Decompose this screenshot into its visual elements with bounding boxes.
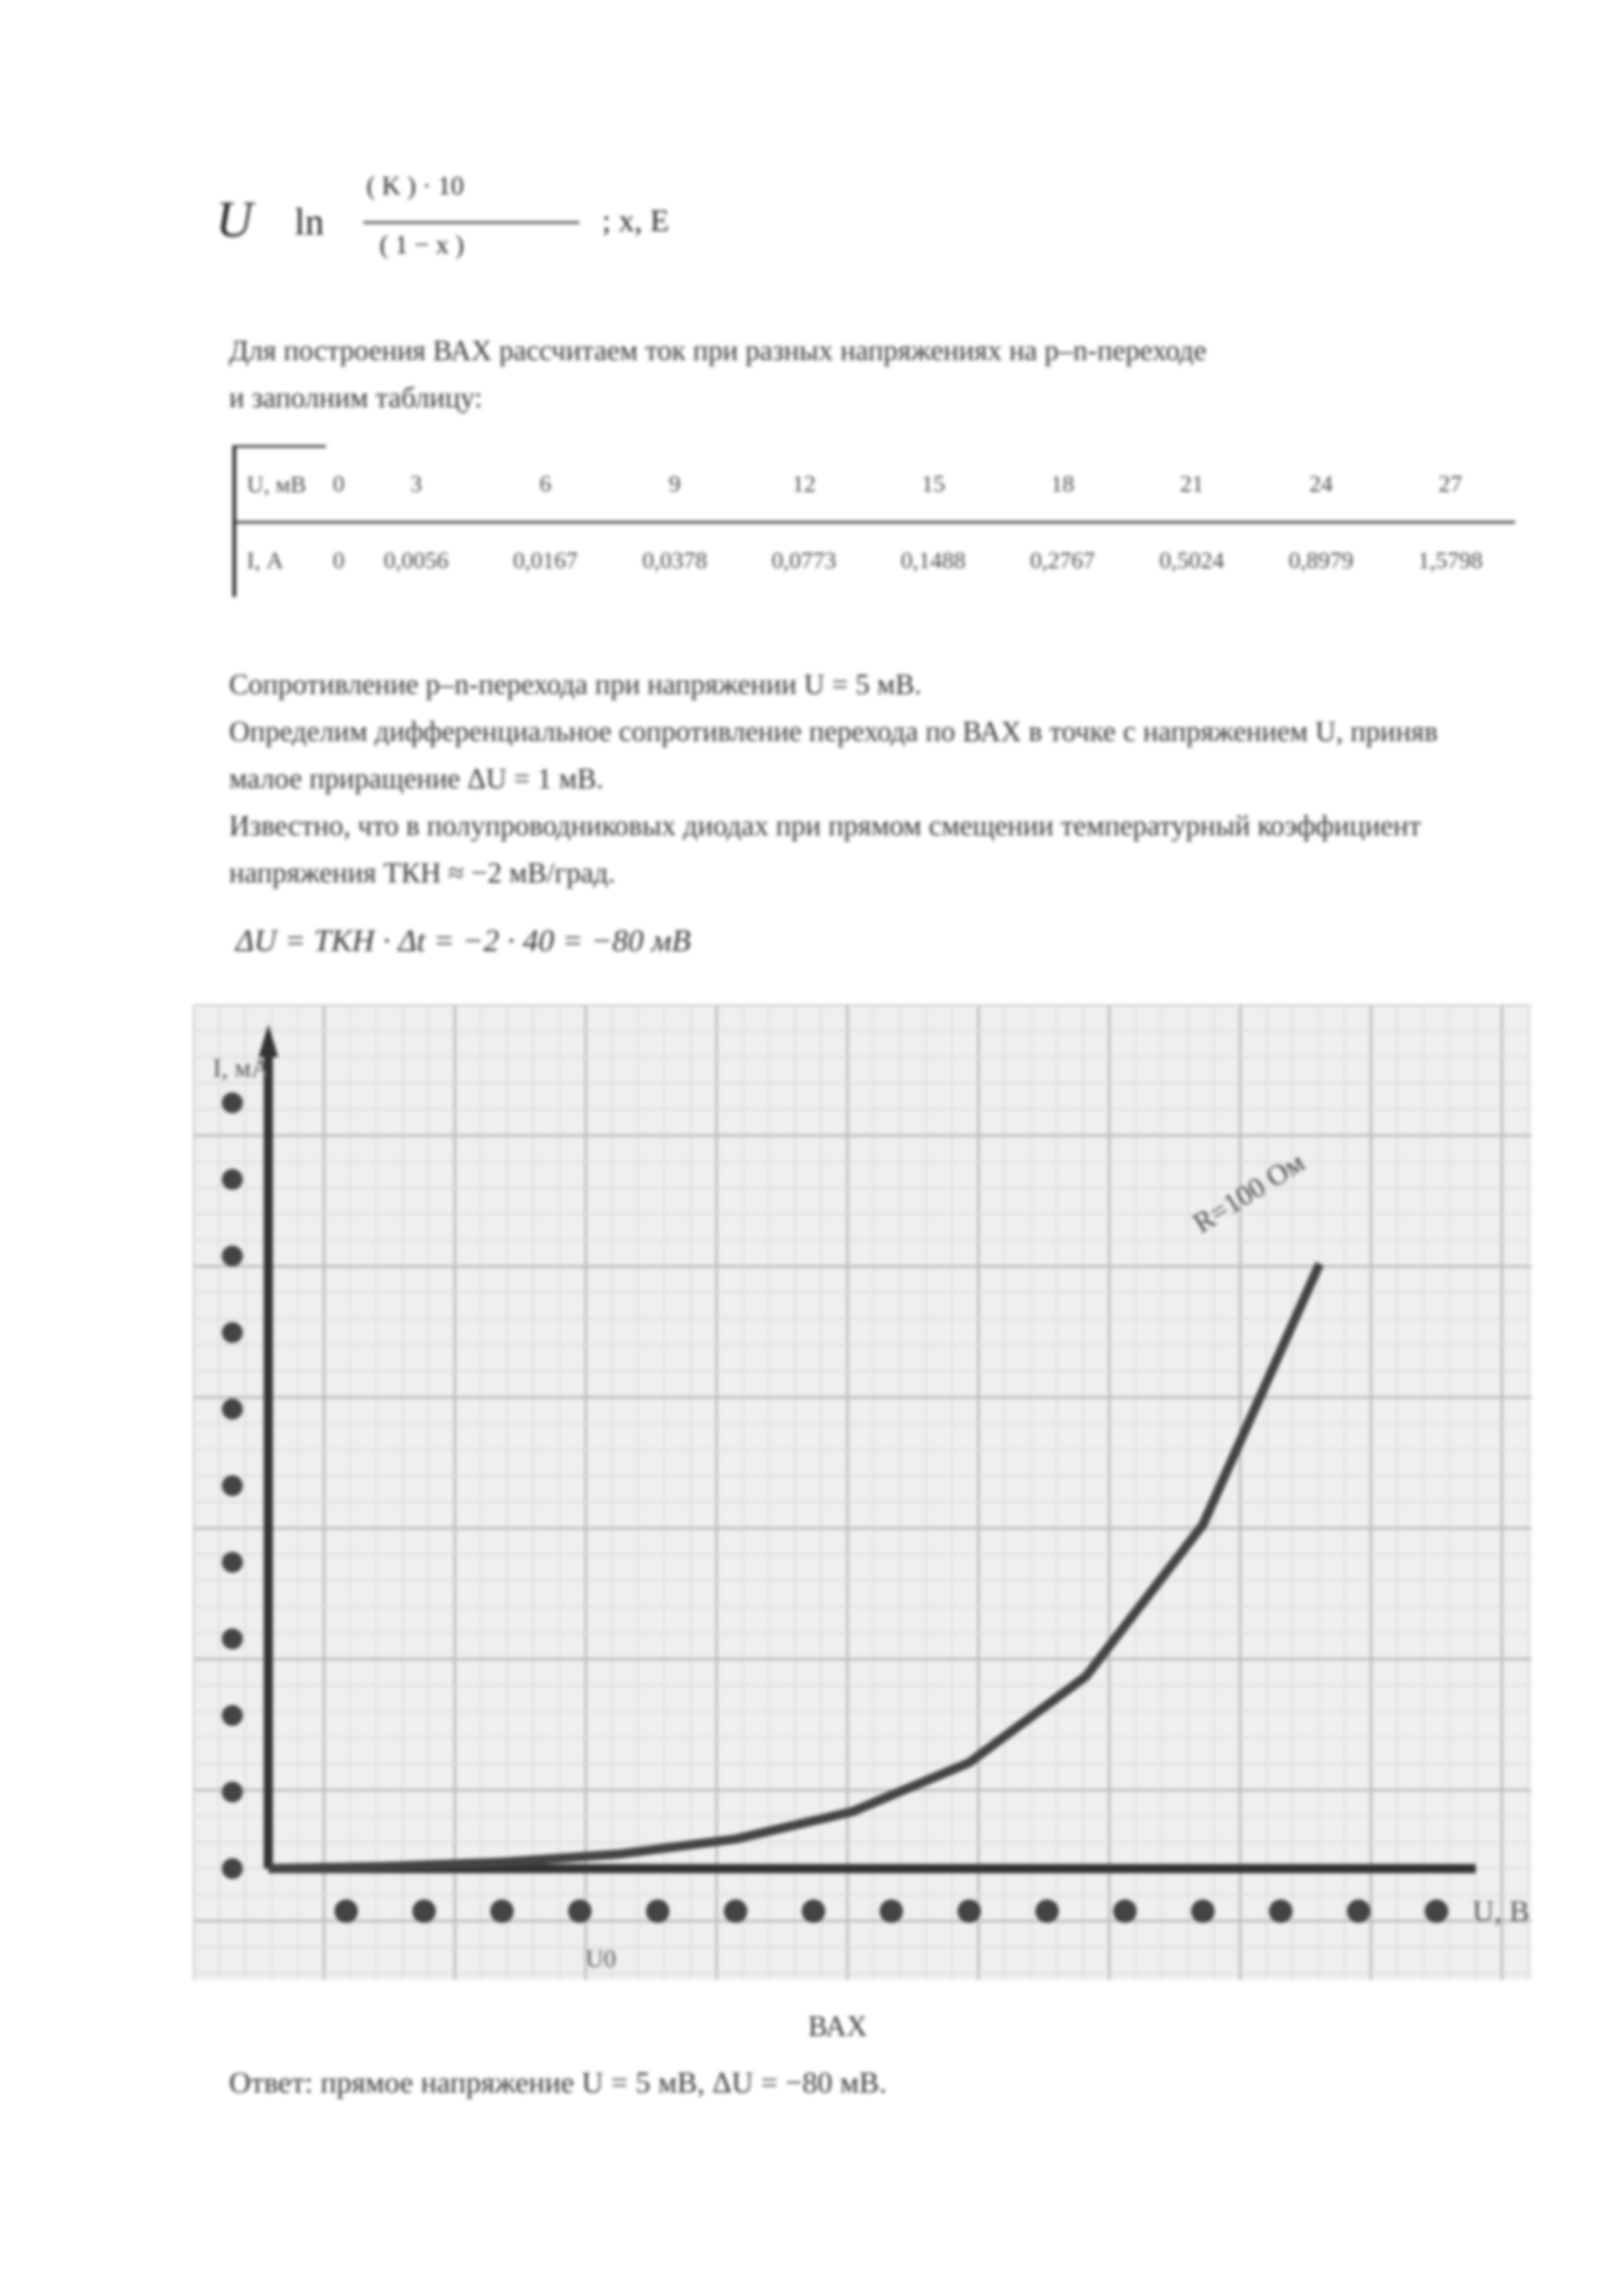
- x-tick-mark: [1035, 1899, 1059, 1923]
- paragraph-line: малое приращение ΔU = 1 мВ.: [229, 762, 604, 795]
- x-tick-mark: [1425, 1899, 1448, 1923]
- table-cell: 0,1488: [901, 547, 966, 573]
- table-cell: 27: [1385, 446, 1515, 522]
- y-tick-mark: [222, 1169, 243, 1190]
- delta-u-equation: ΔU = ТКН · Δt = −2 · 40 = −80 мВ: [236, 924, 691, 958]
- x-tick-mark: [802, 1899, 825, 1923]
- fraction-bar: [363, 221, 579, 224]
- y-tick-mark: [222, 1475, 243, 1496]
- curve-annotation: R=100 Ом: [1187, 1145, 1311, 1240]
- y-tick-mark: [222, 1246, 243, 1266]
- table-row-voltage: [234, 446, 1515, 522]
- paragraph-analysis: [229, 661, 1459, 897]
- chart-svg: [193, 1005, 1531, 1980]
- y-tick-mark: [222, 1705, 243, 1726]
- answer-line: Ответ: прямое напряжение U = 5 мВ, ΔU = −80 мВ.: [229, 2066, 887, 2099]
- y-tick-mark: [222, 1399, 243, 1420]
- table-cell: 0,0056: [383, 547, 449, 573]
- table-cell: 9: [610, 446, 740, 522]
- paragraph-line: Для построения ВАХ рассчитаем ток при разных напряжениях на р–n-переходе: [229, 334, 1207, 367]
- x-tick-mark: [1191, 1899, 1215, 1923]
- table-cell: 0,5024: [1159, 547, 1224, 573]
- x-ticks: [334, 1899, 1448, 1923]
- x-tick-mark: [568, 1899, 592, 1923]
- x0-label: U0: [586, 1945, 616, 1973]
- table-header-i: I, А: [234, 522, 326, 597]
- paragraph-line: Известно, что в полупроводниковых диодах при прямом смещении температурный коэффициент: [229, 810, 1421, 842]
- x-axis-label: U, В: [1472, 1894, 1529, 1928]
- table-cell: 0,0773: [771, 547, 836, 573]
- y-tick-mark: [222, 1858, 243, 1879]
- values-table: [232, 445, 1515, 597]
- formula-tail: ; x, E: [602, 204, 669, 238]
- table-cell: 18: [998, 446, 1128, 522]
- formula-numerator: ( K ) · 10: [366, 171, 464, 200]
- x-tick-mark: [724, 1899, 747, 1923]
- x-tick-mark: [957, 1899, 981, 1923]
- table-cell: 0: [332, 547, 345, 573]
- formula-lhs: U: [216, 190, 253, 247]
- formula: [216, 151, 805, 281]
- y-axis-label: I, мА: [213, 1053, 270, 1083]
- iv-chart: [193, 1005, 1531, 1980]
- table-cell: 0: [326, 446, 351, 522]
- y-tick-mark: [222, 1092, 243, 1113]
- table-cell: 24: [1257, 446, 1386, 522]
- table-cell: 1,5798: [1418, 547, 1483, 573]
- y-tick-mark: [222, 1552, 243, 1573]
- y-tick-mark: [222, 1782, 243, 1803]
- table-cell: 0,2767: [1030, 547, 1096, 573]
- table-cell: 12: [740, 446, 869, 522]
- x-tick-mark: [646, 1899, 669, 1923]
- formula-denominator: ( 1 − x ): [380, 230, 465, 259]
- paragraph-line: и заполним таблицу:: [229, 382, 483, 414]
- table-cell: 15: [868, 446, 998, 522]
- table-cell: 6: [481, 446, 611, 522]
- table-cell: 0,8979: [1289, 547, 1354, 573]
- table-cell: 3: [351, 446, 481, 522]
- y-tick-mark: [222, 1628, 243, 1649]
- formula-func: ln: [294, 200, 325, 243]
- x-tick-mark: [880, 1899, 903, 1923]
- table-cell: 0,0378: [642, 547, 707, 573]
- x-tick-mark: [334, 1899, 358, 1923]
- paragraph-line: напряжения ТКН ≈ −2 мВ/град.: [229, 857, 616, 889]
- chart-background: [193, 1005, 1531, 1980]
- chart-caption: ВАХ: [808, 2010, 868, 2042]
- paragraph-intro: [229, 327, 1459, 422]
- y-tick-mark: [222, 1322, 243, 1343]
- x-tick-mark: [490, 1899, 514, 1923]
- paragraph-line: Сопротивление р–n-перехода при напряжении U = 5 мВ.: [229, 668, 922, 700]
- x-tick-mark: [412, 1899, 436, 1923]
- table-cell: 21: [1127, 446, 1257, 522]
- x-tick-mark: [1113, 1899, 1137, 1923]
- x-tick-mark: [1269, 1899, 1293, 1923]
- table-row-current: [234, 522, 1515, 597]
- table-header-u: U, мВ: [234, 446, 326, 522]
- table-cell: 0,0167: [512, 547, 578, 573]
- paragraph-line: Определим дифференциальное сопротивление перехода по ВАХ в точке с напряжением U, приняв: [229, 715, 1438, 747]
- x-tick-mark: [1347, 1899, 1370, 1923]
